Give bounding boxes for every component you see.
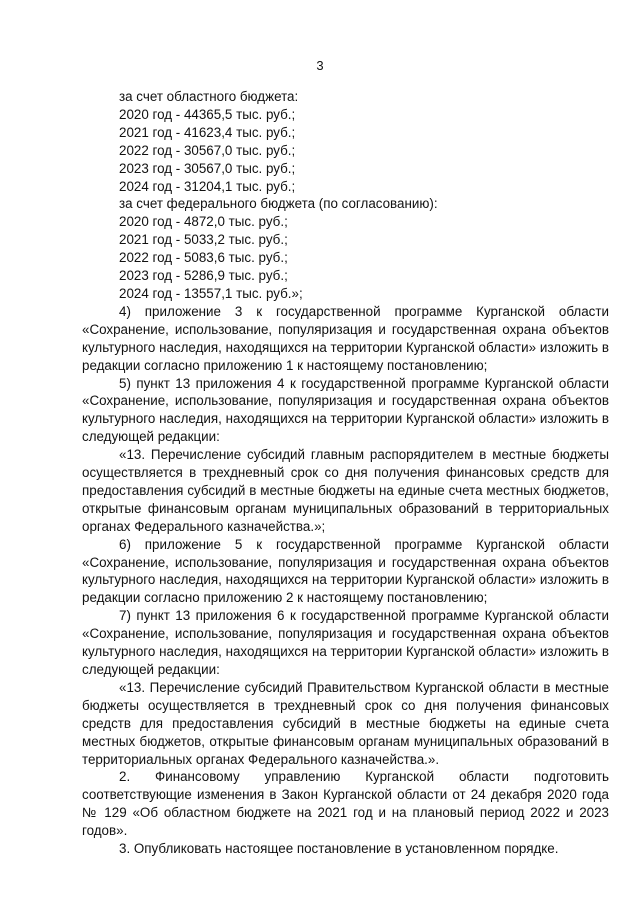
item-4-appendix-3: 4) приложение 3 к государственной программе Курганской области «Сохранение, использование, популяризация и государственная охрана объектов культурного наследия, находящихся на территории Курганской области» изложить в редакции согласно приложению 1 к настоящему постановлению;	[82, 303, 609, 373]
federal-budget-line: 2020 год - 4872,0 тыс. руб.;	[119, 214, 288, 230]
federal-budget-line: 2024 год - 13557,1 тыс. руб.»;	[119, 285, 303, 301]
section-2-finance: 2. Финансовому управлению Курганской области подготовить соответствующие изменения в Закон Курганской области от 24 декабря 2020 года № 129 «Об областном бюджете на 2021 год и на плановый период 2022 и 2023 годов».	[82, 769, 609, 839]
federal-budget-line: 2022 год - 5083,6 тыс. руб.;	[119, 250, 288, 266]
federal-budget-line: 2023 год - 5286,9 тыс. руб.;	[119, 268, 288, 284]
federal-budget-heading: за счет федерального бюджета (по согласованию):	[119, 196, 438, 212]
section-3-publish: 3. Опубликовать настоящее постановление в установленном порядке.	[119, 841, 559, 857]
regional-budget-line: 2023 год - 30567,0 тыс. руб.;	[119, 160, 296, 176]
document-body	[82, 88, 609, 858]
quoted-clause-13-a: «13. Перечисление субсидий главным распорядителем в местные бюджеты осуществляется в трехдневный срок со дня получения финансовых средств для предоставления субсидий в местные бюджеты на единые счета местных бюджетов, открытые финансовым органам муниципальных образований в территориальных органах Федерального казначейства.»;	[82, 447, 609, 534]
quoted-clause-13-b: «13. Перечисление субсидий Правительством Курганской области в местные бюджеты осуществляется в трехдневный срок со дня получения финансовых средств для предоставления субсидий в местные бюджеты на единые счета местных бюджетов, открытые финансовым органам муниципальных образований в территориальных органах Федерального казначейства.».	[82, 679, 609, 767]
regional-budget-heading: за счет областного бюджета:	[119, 89, 299, 104]
regional-budget-line: 2021 год - 41623,4 тыс. руб.;	[119, 124, 296, 140]
item-5-appendix-4: 5) пункт 13 приложения 4 к государственной программе Курганской области «Сохранение, использование, популяризация и государственная охрана объектов культурного наследия, находящихся на территории Курганской области» изложить в следующей редакции:	[82, 375, 609, 445]
federal-budget-line: 2021 год - 5033,2 тыс. руб.;	[119, 232, 288, 248]
item-7-appendix-6: 7) пункт 13 приложения 6 к государственной программе Курганской области «Сохранение, использование, популяризация и государственная охрана объектов культурного наследия, находящихся на территории Курганской области» изложить в следующей редакции:	[82, 608, 609, 677]
regional-budget-line: 2024 год - 31204,1 тыс. руб.;	[119, 178, 296, 194]
item-6-appendix-5: 6) приложение 5 к государственной программе Курганской области «Сохранение, использование, популяризация и государственная охрана объектов культурного наследия, находящихся на территории Курганской области» изложить в редакции согласно приложению 2 к настоящему постановлению;	[82, 536, 609, 606]
regional-budget-line: 2022 год - 30567,0 тыс. руб.;	[119, 142, 296, 158]
regional-budget-line: 2020 год - 44365,5 тыс. руб.;	[119, 106, 296, 122]
page-number: 3	[316, 58, 324, 73]
